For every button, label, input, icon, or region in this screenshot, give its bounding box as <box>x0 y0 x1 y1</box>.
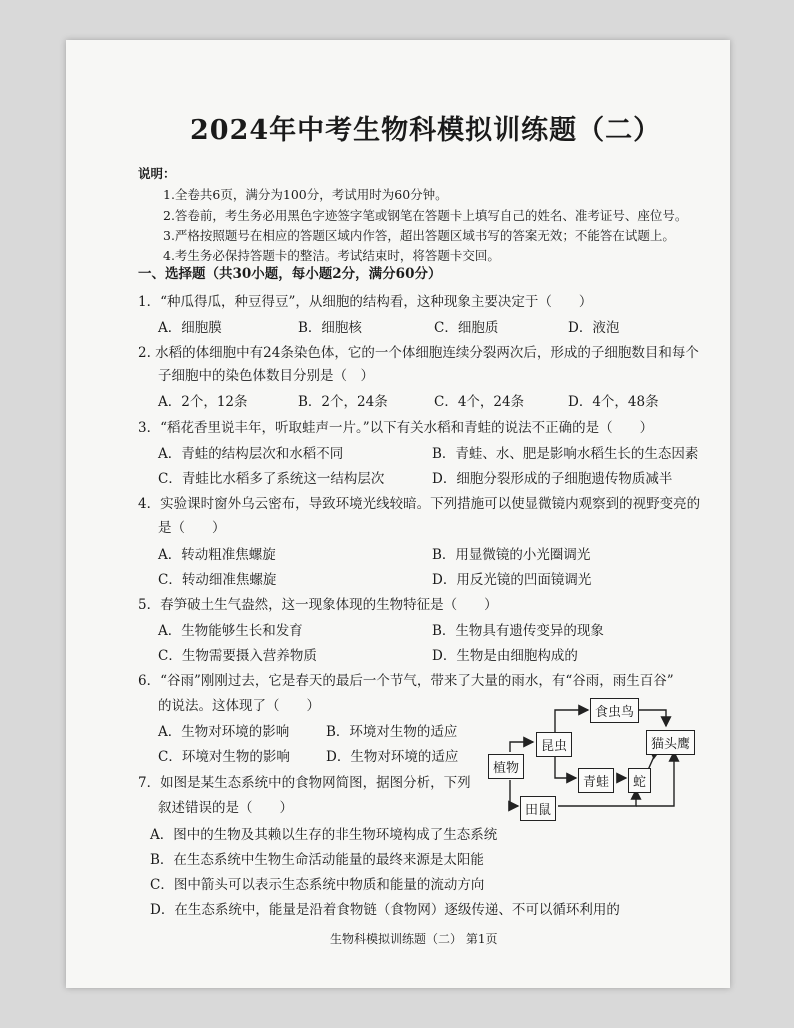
arrow-plant-mouse <box>510 780 518 806</box>
question-2-stem: 2. 水稻的体细胞中有24条染色体，它的一个体细胞连续分裂两次后，形成的子细胞数目和每个 <box>138 345 699 361</box>
question-7-option-a: A．图中的生物及其赖以生存的非生物环境构成了生态系统 <box>150 827 498 843</box>
question-5-option-b: B．生物具有遗传变异的现象 <box>432 623 604 639</box>
question-7-stem-cont: 叙述错误的是（ ） <box>158 800 293 816</box>
question-3-option-a: A．青蛙的结构层次和水稻不同 <box>158 446 344 462</box>
food-web-node-owl: 猫头鹰 <box>646 730 695 755</box>
food-web-node-plant: 植物 <box>488 754 524 779</box>
food-web-node-snake: 蛇 <box>628 768 651 793</box>
note-item: 4.考生务必保持答题卡的整洁。考试结束时，将答题卡交回。 <box>163 248 500 263</box>
question-5-option-d: D．生物是由细胞构成的 <box>432 648 578 664</box>
food-web-node-frog: 青蛙 <box>578 768 614 793</box>
note-item: 1.全卷共6页，满分为100分，考试用时为60分钟。 <box>163 187 448 202</box>
question-6-stem-cont: 的说法。这体现了（ ） <box>158 698 320 714</box>
question-7-option-d: D．在生态系统中，能量是沿着食物链（食物网）逐级传递、不可以循环利用的 <box>150 902 620 918</box>
note-item: 3.严格按照题号在相应的答题区域内作答，超出答题区域书写的答案无效；不能答在试题上。 <box>163 228 675 243</box>
question-6-option-a: A．生物对环境的影响 <box>158 724 290 740</box>
question-1-option-d: D．液泡 <box>568 320 620 336</box>
question-4-option-d: D．用反光镜的凹面镜调光 <box>432 572 592 588</box>
arrow-insect-frog <box>555 754 576 778</box>
question-7-option-c: C．图中箭头可以表示生态系统中物质和能量的流动方向 <box>150 877 485 893</box>
question-5-option-a: A．生物能够生长和发育 <box>158 623 303 639</box>
question-3-stem: 3．“稻花香里说丰年，听取蛙声一片。”以下有关水稻和青蛙的说法不正确的是（ ） <box>138 420 654 436</box>
question-2-option-c: C．4个，24条 <box>434 394 525 410</box>
notes-heading: 说明： <box>138 166 176 181</box>
question-6-option-d: D．生物对环境的适应 <box>326 749 459 765</box>
question-4-stem-cont: 是（ ） <box>158 520 226 536</box>
page-title: 2024年中考生物科模拟训练题（二） <box>190 115 662 146</box>
question-3-option-d: D．细胞分裂形成的子细胞遗传物质减半 <box>432 471 673 487</box>
question-7-option-b: B．在生态系统中生物生命活动能量的最终来源是太阳能 <box>150 852 484 868</box>
page-footer: 生物科模拟训练题（二） 第1页 <box>330 932 498 946</box>
question-2-option-a: A．2个，12条 <box>158 394 248 410</box>
food-web-node-insect: 昆虫 <box>536 732 572 757</box>
question-5-option-c: C．生物需要摄入营养物质 <box>158 648 317 664</box>
question-4-option-c: C．转动细准焦螺旋 <box>158 572 277 588</box>
question-2-stem-cont: 子细胞中的染色体数目分别是（ ） <box>158 368 374 384</box>
question-1-option-a: A．细胞膜 <box>158 320 222 336</box>
question-4-option-a: A．转动粗准焦螺旋 <box>158 547 276 563</box>
question-3-option-b: B．青蛙、水、肥是影响水稻生长的生态因素 <box>432 446 699 462</box>
question-6-stem: 6．“谷雨”刚刚过去，它是春天的最后一个节气，带来了大量的雨水，有“谷雨，雨生百谷” <box>138 673 674 689</box>
question-5-stem: 5．春笋破土生气盎然，这一现象体现的生物特征是（ ） <box>138 597 498 613</box>
question-1-stem: 1．“种瓜得瓜，种豆得豆”，从细胞的结构看，这种现象主要决定于（ ） <box>138 294 593 310</box>
question-1-option-c: C．细胞质 <box>434 320 499 336</box>
arrow-plant-insect <box>510 742 533 752</box>
food-web-node-mouse: 田鼠 <box>520 796 556 821</box>
question-4-stem: 4．实验课时窗外乌云密布，导致环境光线较暗。下列措施可以使显微镜内观察到的视野变亮的 <box>138 496 701 512</box>
arrow-insect-bird <box>555 710 588 732</box>
question-6-option-b: B．环境对生物的适应 <box>326 724 458 740</box>
question-1-option-b: B．细胞核 <box>298 320 362 336</box>
question-2-option-d: D．4个，48条 <box>568 394 659 410</box>
exam-paper <box>66 40 730 988</box>
food-web-node-bird: 食虫鸟 <box>590 698 639 723</box>
arrow-bird-owl <box>638 710 666 726</box>
question-4-option-b: B．用显微镜的小光圈调光 <box>432 547 591 563</box>
question-6-option-c: C．环境对生物的影响 <box>158 749 290 765</box>
section-heading: 一、选择题（共30小题，每小题2分，满分60分） <box>138 266 442 282</box>
question-3-option-c: C．青蛙比水稻多了系统这一结构层次 <box>158 471 385 487</box>
question-7-stem: 7．如图是某生态系统中的食物网简图，据图分析，下列 <box>138 775 471 791</box>
question-2-option-b: B．2个，24条 <box>298 394 388 410</box>
note-item: 2.答卷前，考生务必用黑色字迹签字笔或钢笔在答题卡上填写自己的姓名、准考证号、座位号。 <box>163 208 688 223</box>
